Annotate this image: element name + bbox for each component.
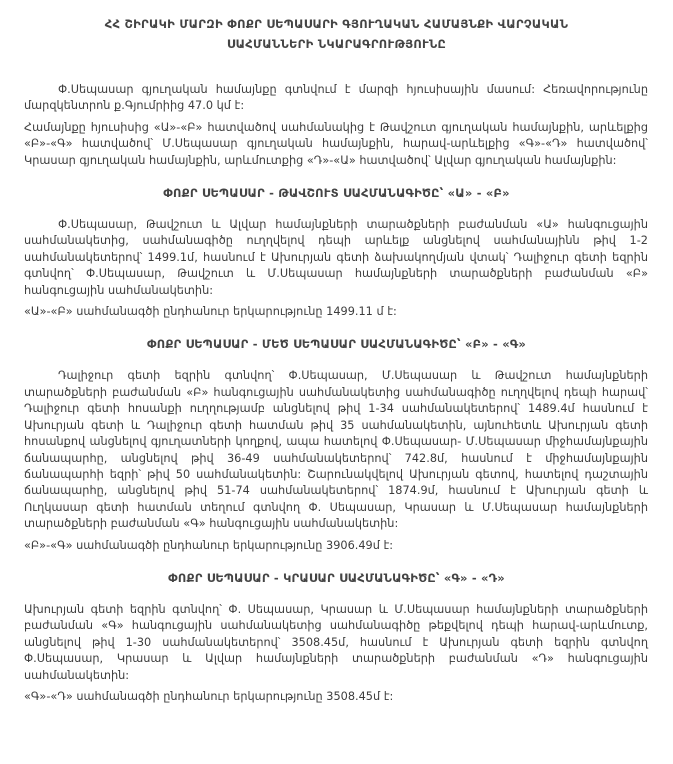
section-g-d-total-length: «Գ»-«Դ» սահմանագծի ընդհանուր երկարությունը 3508.45մ է:: [24, 689, 394, 703]
spacer: [0, 320, 673, 337]
section-a-b-total-length: «Ա»-«Բ» սահմանագծի ընդհանուր երկարությունը 1499.11 մ է:: [24, 305, 397, 319]
section-a-b-heading: ՓՈՔՐ ՍԵՊԱՍԱՐ - ԹԱՎՇՈՒՏ ՍԱՀՄԱՆԱԳԻԾԸ՝ «Ա» - «Բ»: [163, 186, 510, 201]
section-b-g-total-length: «Բ»-«Գ» սահմանագծի ընդհանուր երկարությունը 3906.49մ է:: [24, 538, 394, 552]
spacer: [0, 200, 673, 217]
section-a-b-body: Փ.Սեպասար, Թավշուտ և Ալվար համայնքների տարածքների բաժանման «Ա» հանգուցային սահմանակետից, սահմանագիծը ուղղվելով դեպի արևելք անցնելով սահմանայինն թիվ 1-2 սահմանակետերով՝ 1499.1մ, հասնում է Ախուրյան գետի ձախակողմյան վտակ՝ Դալիջուր գետի եզրին գտնվող՝ Փ.Սեպասար, Թավշուտ և Մ.Սեպասար համայնքների տարածքների բաժանման «Բ» հանգուցային սահմանակետին:: [24, 218, 648, 297]
section-b-g-heading: ՓՈՔՐ ՍԵՊԱՍԱՐ - ՄԵԾ ՍԵՊԱՍԱՐ ՍԱՀՄԱՆԱԳԻԾԸ՝ «Բ» - «Գ»: [146, 337, 527, 352]
spacer: [0, 585, 673, 602]
spacer: [0, 169, 673, 186]
section-g-d-heading: ՓՈՔՐ ՍԵՊԱՍԱՐ - ԿՐԱՍԱՐ ՍԱՀՄԱՆԱԳԻԾԸ՝ «Գ» - «Դ»: [168, 570, 505, 585]
spacer: [0, 351, 673, 368]
section-a-b: [0, 186, 673, 320]
section-g-d: [0, 571, 673, 705]
section-b-g: [0, 337, 673, 553]
section-b-g-body: Դալիջուր գետի եզրին գտնվող՝ Փ.Սեպասար, Մ.Սեպասար և Թավշուտ համայնքների տարածքների բաժանման «Բ» հանգուցային սահմանակետից սահմանագիծը ուղղվելով դեպի հարավ՝ Դալիջուր գետի հոսանքի ուղղությամբ անցնելով թիվ 1-34 սահմանակետերով՝ 1489.4մ հասնում է Ախուրյան գետի և Դալիջուր գետի հատման թիվ 35 սահմանակետին, այնուհետև Ախուրյան գետի հոսանքով անցնելով գյուղատների կողքով, ապա հատելով Փ.Սեպասար- Մ.Սեպասար միջհամայնքային ճանապարհը, անցնելով թիվ 36-49 սահմանակետերով՝ 742.8մ, հասնում է միջհամայնքային ճանապարհի եզրի՝ թիվ 50 սահմանակետին: Շարունակվելով Ախուրյան գետով, հատելով դաշտային ճանապարհը, անցնելով թիվ 51-74 սահմանակետերով՝ 1874.9մ, հասնում է Ախուրյան գետի և Ուղկասար գետի հատման տեղում գտնվող Փ. Սեպասար, Կրասար և Մ.Սեպասար համայնքների տարածքների բաժանման «Գ» հանգուցային սահմանակետին:: [24, 369, 648, 531]
document-title-line-1: ՀՀ ՇԻՐԱԿԻ ՄԱՐԶԻ ՓՈՔՐ ՍԵՊԱՍԱՐԻ ԳՅՈՒՂԱԿԱՆ ՀԱՄԱՅՆՔԻ ՎԱՐՉԱԿԱՆ: [104, 17, 569, 31]
spacer: [0, 554, 673, 571]
section-g-d-body: Ախուրյան գետի եզրին գտնվող՝ Փ. Սեպասար, Կրասար և Մ.Սեպասար համայնքների տարածքների բաժանման «Գ» հանգուցային սահմանակետից սահմանագիծը թեքվելով դեպի հարավ-արևմուտք, անցնելով թիվ 1-30 սահմանակետերով՝ 3508.45մ, հասնում է Ախուրյան գետի եզրին գտնվող Փ.Սեպասար, Կրասար և Ալվար համայնքների տարածքների բաժանման «Դ» հանգուցային սահմանակետին:: [24, 602, 648, 682]
spacer: [0, 54, 673, 82]
document-page: [0, 14, 673, 764]
document-title: [32, 14, 642, 54]
intro-paragraph-1: Փ.Սեպասար գյուղական համայնքը գտնվում է մարզի հյուսիսային մասում: Հեռավորությունը մարզկենտրոն ք.Գյումրիից 47.0 կմ է:: [24, 83, 648, 113]
intro-paragraph-2: Համայնքը հյուսիսից «Ա»-«Բ» հատվածով սահմանակից է Թավշուտ գյուղական համայնքին, արևելքից «Բ»-«Գ» հատվածով՝ Մ.Սեպասար գյուղական համայնքին, հարավ-արևելքից «Գ»-«Դ» հատվածով՝ Կրասար գյուղական համայնքին, արևմուտքից «Դ»-«Ա» հատվածով՝ Ալվար գյուղական համայնքին:: [24, 120, 648, 167]
document-title-line-2: ՍԱՀՄԱՆՆԵՐԻ ՆԿԱՐԱԳՐՈՒԹՅՈՒՆԸ: [226, 37, 447, 51]
